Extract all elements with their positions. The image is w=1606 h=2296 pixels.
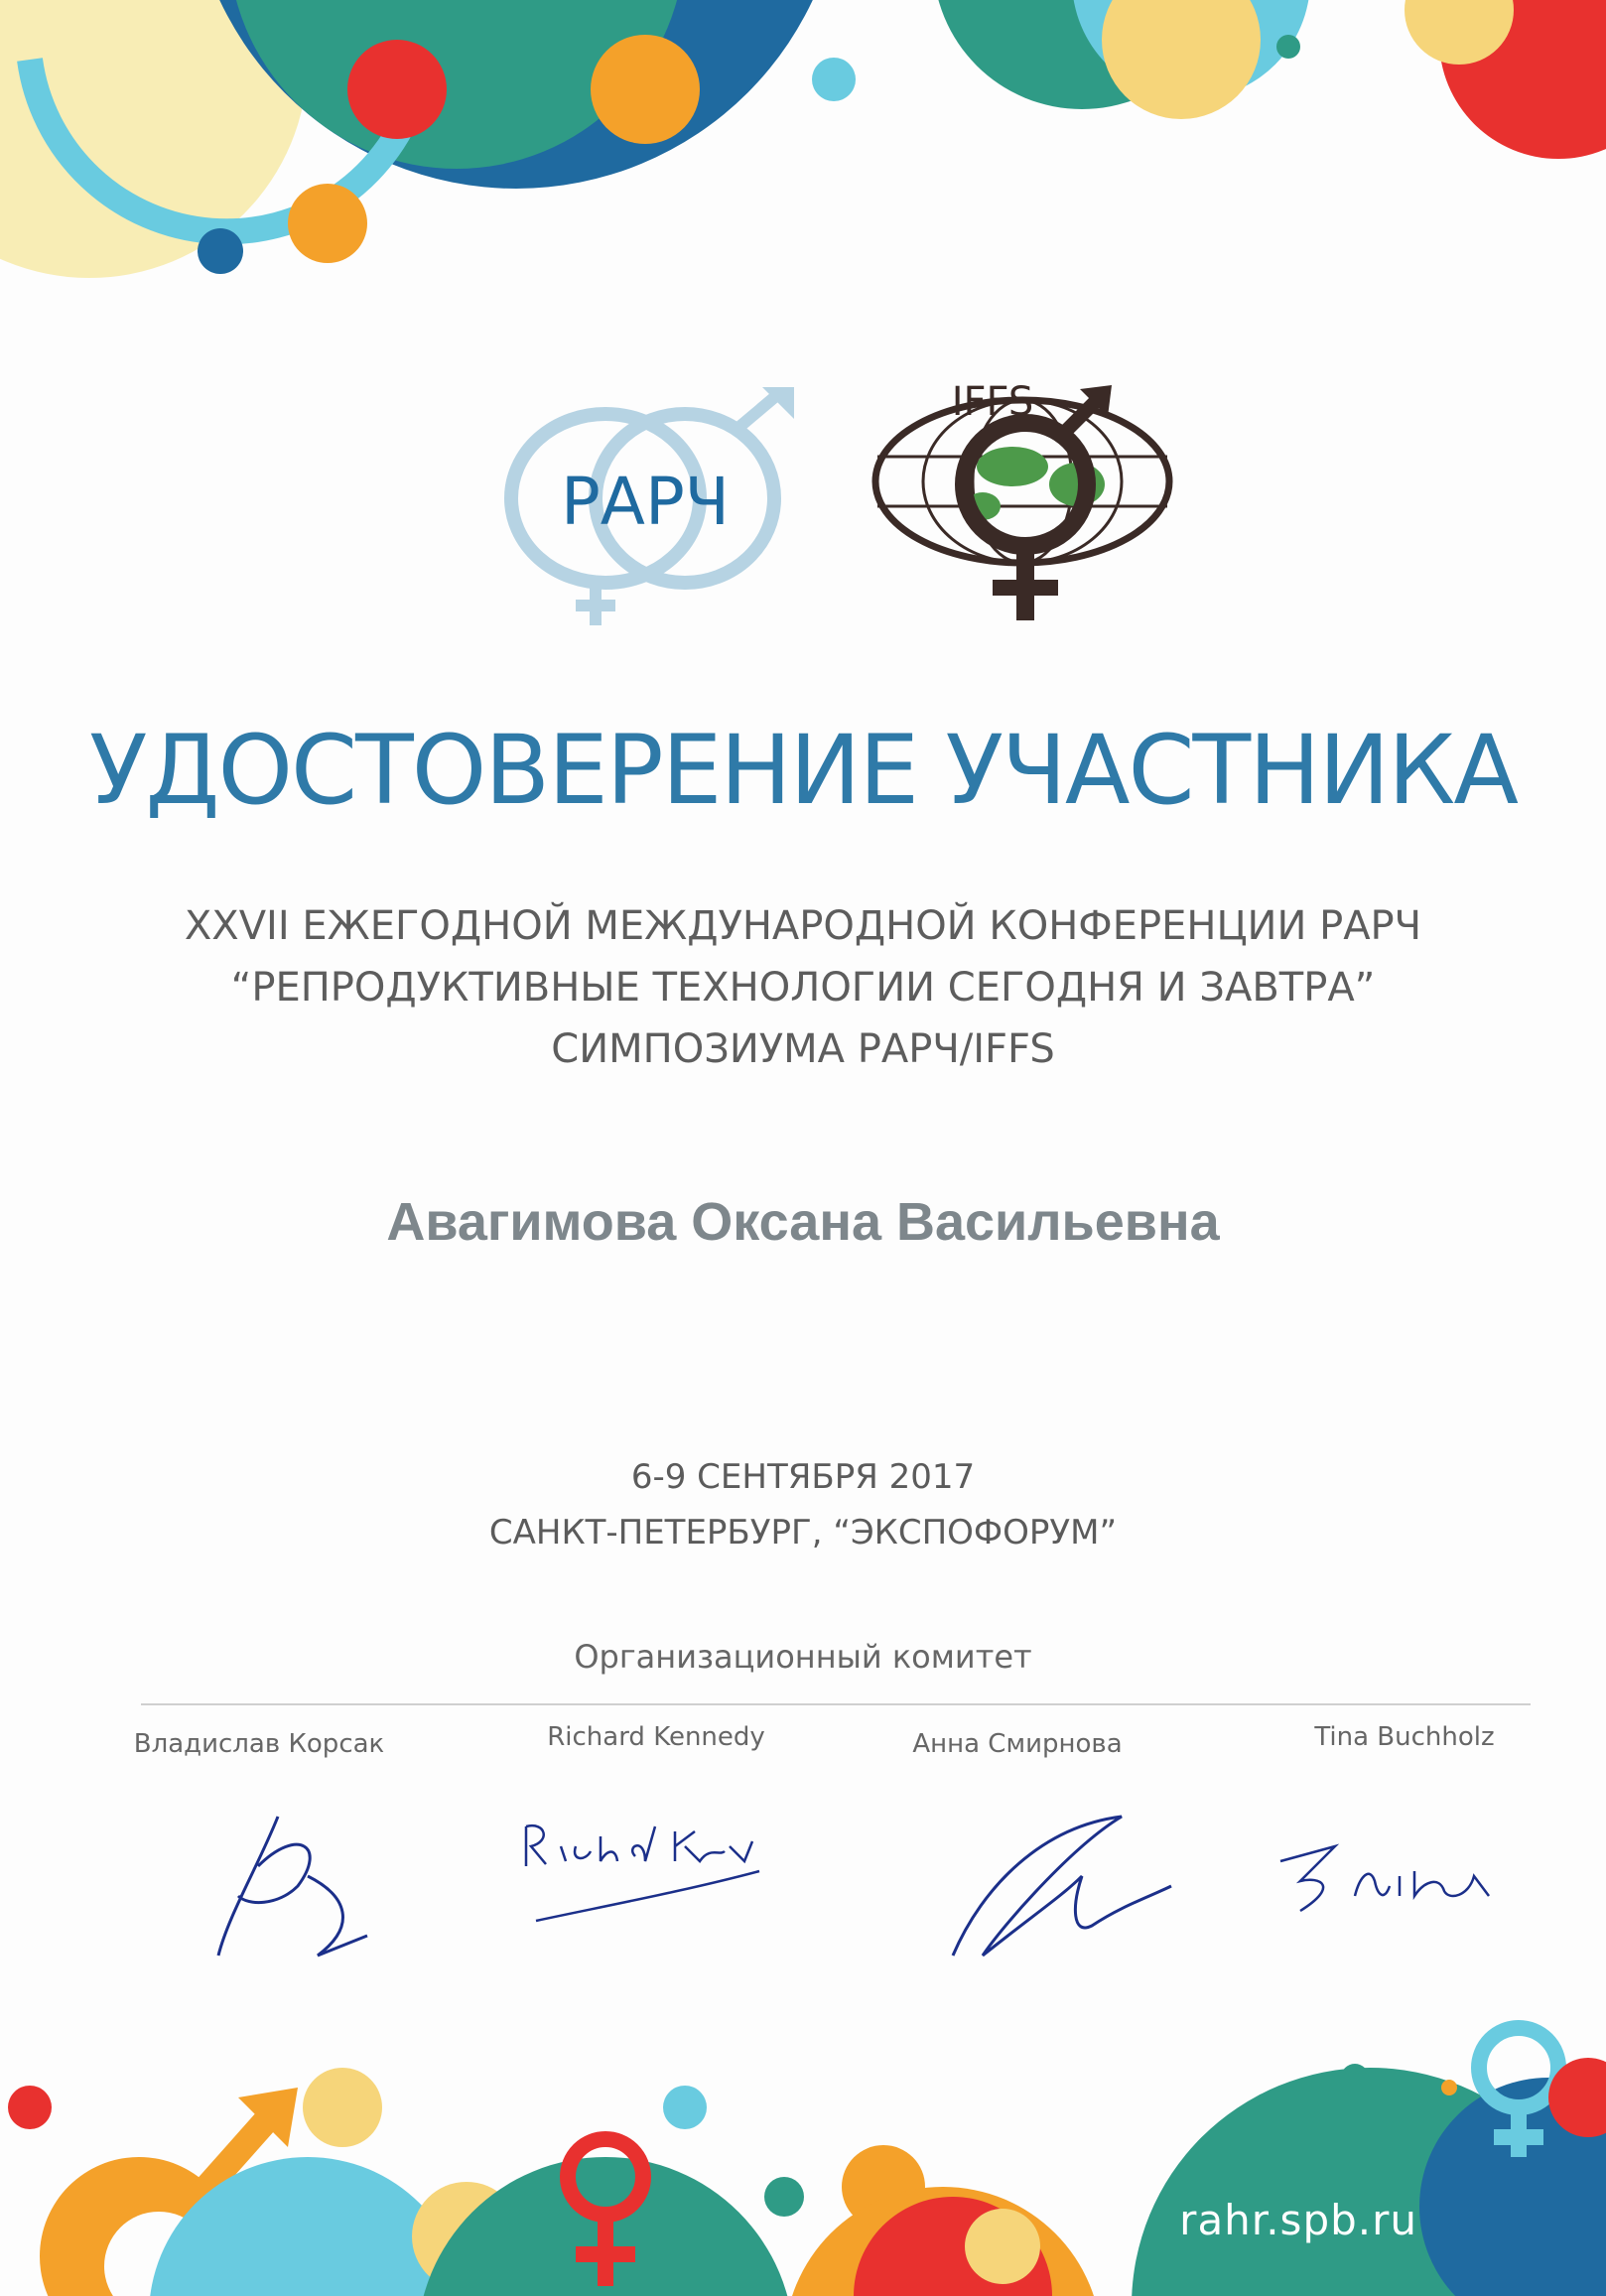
signature-buchholz <box>1261 1807 1519 1975</box>
bottom-decoration <box>0 1998 1606 2296</box>
iffs-logo-text: IFFS <box>951 379 1034 425</box>
event-dates: 6-9 СЕНТЯБРЯ 2017 <box>630 1457 976 1497</box>
participant-name: Авагимова Оксана Васильевна <box>386 1192 1220 1252</box>
subtitle-line-1: XXVII ЕЖЕГОДНОЙ МЕЖДУНАРОДНОЙ КОНФЕРЕНЦИИ РАРЧ <box>184 903 1422 949</box>
logos-row <box>0 367 1606 635</box>
certificate-title: УДОСТОВЕРЕНИЕ УЧАСТНИКА <box>88 715 1517 826</box>
subtitle-line-3: СИМПОЗИУМА РАРЧ/IFFS <box>551 1026 1055 1072</box>
signer-name: Richard Kennedy <box>547 1722 765 1752</box>
iffs-logo <box>864 367 1191 630</box>
signature-korsak <box>189 1807 447 1975</box>
signer-name: Tina Buchholz <box>1314 1722 1495 1752</box>
signature-kennedy <box>506 1807 764 1975</box>
event-place: САНКТ-ПЕТЕРБУРГ, “ЭКСПОФОРУМ” <box>488 1513 1118 1553</box>
signer-name: Анна Смирнова <box>912 1729 1123 1759</box>
divider <box>141 1703 1531 1705</box>
rarch-logo <box>496 387 814 625</box>
committee-label: Организационный комитет <box>574 1638 1032 1676</box>
signer-name: Владислав Корсак <box>133 1729 385 1759</box>
signature-smirnova <box>923 1807 1181 1975</box>
website-url: rahr.spb.ru <box>1179 2196 1417 2244</box>
subtitle-line-2: “РЕПРОДУКТИВНЫЕ ТЕХНОЛОГИИ СЕГОДНЯ И ЗАВТРА” <box>230 965 1376 1011</box>
top-decoration <box>0 0 1606 328</box>
rarch-logo-text: РАРЧ <box>561 464 730 540</box>
